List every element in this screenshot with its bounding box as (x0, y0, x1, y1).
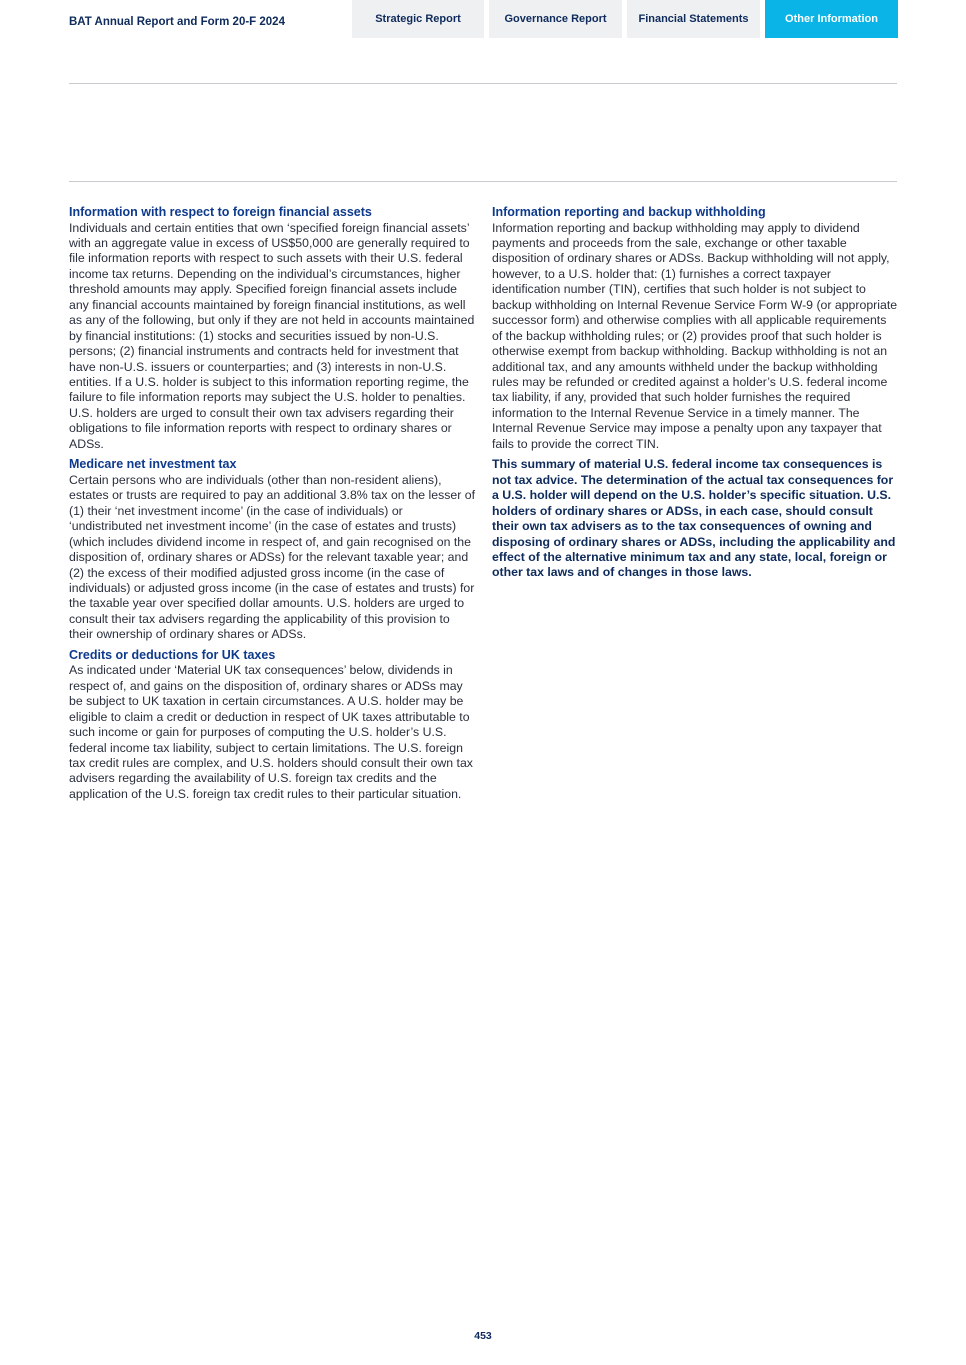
top-divider (69, 83, 897, 84)
tab-governance-report[interactable]: Governance Report (489, 0, 622, 38)
tab-financial-statements[interactable]: Financial Statements (627, 0, 760, 38)
report-title: BAT Annual Report and Form 20-F 2024 (69, 16, 285, 28)
section-nav (352, 0, 898, 38)
content-divider (69, 181, 897, 182)
heading-credits-deductions-uk-taxes: Credits or deductions for UK taxes (69, 647, 276, 662)
body-medicare-net-investment-tax: Certain persons who are individuals (other than non-resident aliens), estates or trusts are required to pay an additional 3.8% tax on the lesser of (1) their ‘net investment income’ (in the case of individuals) or ‘undistributed net investment income’ (in the case of estates and trusts) (which includes dividend income in respect of, and gain recognised on the disposition of, ordinary shares or ADSs) for the relevant taxable year; and (2) the excess of their modified adjusted gross income (in the case of individuals) or adjusted gross income (in the case of estates and trusts) for the taxable year over specified dollar amounts. U.S. holders are urged to consult their tax advisers regarding the applicability of this provision to their ownership of ordinary shares or ADSs. (69, 472, 476, 642)
left-column (69, 205, 477, 807)
body-credits-deductions-uk-taxes: As indicated under ‘Material UK tax consequences’ below, dividends in respect of, and gains on the disposition of, ordinary shares or ADSs may be subject to UK taxation in certain circumstances. A U.S. holder may be eligible to claim a credit or deduction in respect of UK taxes attributable to such income or gain for purposes of computing the U.S. holder’s U.S. federal income tax liability, subject to certain limitations. The U.S. foreign tax credit rules are complex, and U.S. holders should consult their own tax advisers regarding the availability of U.S. foreign tax credits and the application of the U.S. foreign tax credit rules to their particular situation. (69, 663, 473, 801)
body-foreign-financial-assets: Individuals and certain entities that own ‘specified foreign financial assets’ with an aggregate value in excess of US$50,000 are generally required to file information reports with respect to such assets with their U.S. federal income tax returns. Depending on the individual’s circumstances, higher threshold amounts may apply. Specified foreign financial assets include any financial accounts maintained by foreign financial institutions, as well as any of the following, but only if they are not held in accounts maintained by financial institutions: (1) stocks and securities issued by non-U.S. persons; (2) financial instruments and contracts held for investment that have non-U.S. issuers or counterparties; and (3) interests in non-U.S. entities. If a U.S. holder is subject to this information reporting regime, the failure to file information reports may subject the U.S. holder to penalties. U.S. holders are urged to consult their own tax advisers regarding their obligations to file information reports with respect to ordinary shares or ADSs. (69, 220, 475, 451)
heading-information-reporting-backup-withholding: Information reporting and backup withholding (492, 205, 766, 219)
tab-other-information[interactable]: Other Information (765, 0, 898, 38)
body-information-reporting-backup-withholding: Information reporting and backup withholding may apply to dividend payments and proceeds from the sale, exchange or other taxable disposition of ordinary shares or ADSs. Backup withholding will not apply, however, to a U.S. holder that: (1) furnishes a correct taxpayer identification number (TIN), certifies that such holder is not subject to backup withholding on Internal Revenue Service Form W-9 (or appropriate successor form) and otherwise complies with all applicable requirements of the backup withholding rules; or (2) provides proof that such holder is otherwise exempt from backup withholding. Backup withholding is not an additional tax, and any amounts withheld under the backup withholding rules may be refunded or credited against a holder’s U.S. federal income tax liability, if any, provided that such holder furnishes the required information to the Internal Revenue Service in a timely manner. The Internal Revenue Service may impose a penalty upon any taxpayer that fails to provide the correct TIN. (492, 220, 898, 451)
tab-strategic-report[interactable]: Strategic Report (352, 0, 484, 38)
heading-foreign-financial-assets: Information with respect to foreign financial assets (69, 205, 372, 219)
heading-medicare-net-investment-tax: Medicare net investment tax (69, 457, 237, 472)
right-column (492, 205, 900, 581)
tax-summary-note: This summary of material U.S. federal income tax consequences is not tax advice. The determination of the actual tax consequences for a U.S. holder will depend on the U.S. holder’s specific situation. U.S. holders of ordinary shares or ADSs, in each case, should consult their own tax advisers as to the tax consequences of owning and disposing of ordinary shares or ADSs, including the applicability and effect of the alternative minimum tax and any state, local, foreign or other tax laws and of changes in those laws. (492, 457, 896, 580)
page-number: 453 (474, 1330, 492, 1342)
